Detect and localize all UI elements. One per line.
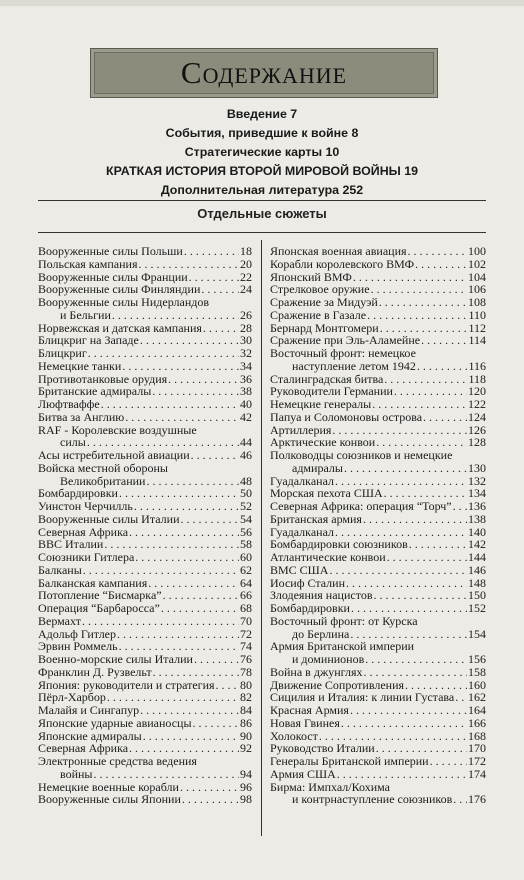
toc-leader-dots [365, 653, 467, 666]
toc-entry-page: 122 [468, 397, 486, 411]
toc-entry-title: Бомбардировки [270, 601, 350, 615]
toc-leader-dots [119, 487, 239, 500]
page-title: Содержание [180, 55, 348, 90]
toc-entry-title-line: Бирма: Импхал/Кохима [270, 779, 390, 794]
toc-entry[interactable] [38, 551, 252, 564]
toc-leader-dots [117, 628, 239, 641]
toc-leader-dots [125, 411, 239, 424]
toc-entry-title-line: Войска местной обороны [38, 460, 168, 475]
toc-entry-page: 94 [240, 766, 252, 781]
toc-leader-dots [203, 322, 239, 335]
toc-entry-page: 120 [468, 384, 486, 399]
toc-entry-page: 166 [468, 715, 486, 730]
toc-entry-title: Асы истребительной авиации [38, 448, 190, 462]
toc-entry-title: Адольф Гитлер [38, 626, 117, 641]
toc-entry-page: 114 [468, 333, 486, 348]
toc-entry-title: Немецкие военные корабли [38, 779, 179, 794]
toc-leader-dots [372, 398, 467, 411]
toc-entry-title: Вооруженные силы Италии [38, 511, 180, 526]
toc-entry-title: Бомбардировки союзников [270, 537, 408, 552]
main-contents-list [40, 105, 484, 200]
toc-entry-title: Пёрл-Харбор [38, 690, 106, 705]
toc-entry-page: 48 [240, 473, 252, 488]
toc-entry[interactable] [38, 258, 252, 271]
toc-leader-dots [94, 768, 240, 781]
toc-entry-page: 78 [240, 664, 252, 679]
toc-entry[interactable] [270, 755, 486, 768]
main-entry-strategic-maps[interactable]: Стратегические карты 10 [184, 145, 340, 159]
toc-entry-page: 154 [468, 626, 486, 641]
toc-entry[interactable] [38, 564, 252, 577]
toc-leader-dots [161, 602, 239, 615]
toc-entry[interactable] [38, 411, 252, 424]
toc-entry-page: 64 [240, 575, 252, 590]
main-entry-prewar-events[interactable]: События, приведшие к войне 8 [165, 126, 359, 140]
toc-entry-page: 26 [240, 307, 252, 322]
toc-leader-dots [163, 589, 239, 602]
toc-leader-dots [453, 793, 467, 806]
toc-entry-title: Движение Сопротивления [270, 677, 405, 692]
toc-entry-page: 100 [468, 244, 486, 258]
toc-entry-page: 102 [468, 256, 486, 271]
toc-entry-title: Гуадалканал [270, 524, 334, 539]
toc-entry-page: 140 [468, 524, 486, 539]
toc-entry-title: Операция “Барбаросса” [38, 601, 160, 615]
toc-entry-page: 40 [240, 397, 252, 411]
toc-entry-title: Блицкриг [38, 346, 87, 360]
toc-entry-page: 160 [468, 677, 486, 692]
toc-entry-title: силы [60, 435, 86, 450]
toc-leader-dots [134, 500, 239, 513]
toc-entry-page: 18 [240, 244, 252, 258]
toc-entry-page: 70 [240, 613, 252, 628]
toc-leader-dots [421, 334, 467, 347]
toc-entry[interactable] [270, 704, 486, 717]
toc-entry-title: Бомбардировки [38, 486, 118, 501]
toc-leader-dots [430, 755, 467, 768]
toc-entry-title: Сицилия и Италия: к линии Густава [270, 690, 455, 705]
toc-entry-page: 80 [240, 677, 252, 692]
toc-entry[interactable] [270, 347, 486, 373]
toc-entry-title: Вооруженные силы Польши [38, 244, 183, 258]
toc-entry-title: Сражение при Эль-Аламейне [270, 333, 421, 348]
toc-entry-title-line: Вооруженные силы Нидерландов [38, 295, 210, 309]
topics-left-column [38, 245, 252, 806]
toc-entry-title-line: Армия Британской империи [270, 639, 415, 654]
toc-leader-dots [148, 577, 239, 590]
toc-entry[interactable] [270, 411, 486, 424]
toc-entry[interactable] [38, 793, 252, 806]
toc-entry-title: Бернард Монтгомери [270, 320, 379, 335]
toc-entry-title-line: RAF - Королевские воздушные [38, 422, 197, 437]
toc-entry-title: Балканская кампания [38, 575, 148, 590]
toc-leader-dots [153, 666, 239, 679]
toc-entry-page: 146 [468, 562, 486, 577]
toc-leader-dots [83, 564, 239, 577]
toc-leader-dots [122, 360, 239, 373]
toc-entry-page: 118 [468, 371, 486, 386]
main-entry-further-reading[interactable]: Дополнительная литература 252 [160, 183, 364, 197]
toc-entry-page: 72 [240, 626, 252, 641]
toc-entry-title: Франклин Д. Рузвельт [38, 664, 152, 679]
toc-entry-title: наступление летом 1942 [292, 358, 416, 373]
toc-entry-title: Атлантические конвои [270, 550, 386, 564]
toc-entry-title: Норвежская и датская кампания [38, 320, 202, 335]
toc-leader-dots [181, 513, 240, 526]
toc-entry-page: 144 [468, 550, 486, 564]
toc-entry-page: 60 [240, 550, 252, 564]
toc-leader-dots [455, 691, 467, 704]
toc-entry-title: Британские адмиралы [38, 384, 152, 399]
toc-entry-page: 96 [240, 779, 252, 794]
toc-entry-page: 56 [240, 524, 252, 539]
toc-leader-dots [350, 704, 467, 717]
toc-entry-title: Военно-морские силы Италии [38, 652, 193, 666]
toc-entry[interactable] [270, 551, 486, 564]
toc-entry-title: Армия США [270, 766, 336, 781]
toc-entry-page: 90 [240, 728, 252, 743]
toc-entry-title: Арктические конвои [270, 435, 376, 450]
toc-entry[interactable] [270, 296, 486, 309]
toc-entry-page: 36 [240, 371, 252, 386]
toc-entry-title: Артиллерия [270, 422, 332, 437]
toc-leader-dots [180, 781, 239, 794]
toc-entry-title: Северная Африка [38, 741, 129, 756]
toc-entry-title-line: Восточный фронт: немецкое [270, 346, 416, 360]
toc-leader-dots [138, 258, 239, 271]
toc-entry-page: 132 [468, 473, 486, 488]
toc-entry-page: 138 [468, 511, 486, 526]
toc-leader-dots [351, 602, 467, 615]
toc-entry-page: 152 [468, 601, 486, 615]
toc-entry-page: 28 [240, 320, 252, 335]
toc-entry-title: Сражение за Мидуэй [270, 295, 378, 309]
toc-entry-title: Иосиф Сталин [270, 575, 345, 590]
toc-entry-title: Сталинградская битва [270, 371, 384, 386]
toc-entry-page: 50 [240, 486, 252, 501]
toc-entry-title: Немецкие танки [38, 358, 122, 373]
toc-leader-dots [384, 373, 467, 386]
toc-leader-dots [216, 679, 239, 692]
toc-entry-page: 74 [240, 639, 252, 654]
toc-entry[interactable] [270, 781, 486, 807]
toc-entry[interactable] [270, 449, 486, 475]
toc-entry[interactable] [270, 666, 486, 679]
toc-entry-title: Союзники Гитлера [38, 550, 135, 564]
toc-entry-page: 92 [240, 741, 252, 756]
toc-entry-page: 112 [468, 320, 486, 335]
toc-leader-dots [182, 793, 239, 806]
toc-entry-title: Корабли королевского ВМФ [270, 256, 415, 271]
toc-entry-page: 116 [468, 358, 486, 373]
toc-entry-page: 172 [468, 754, 486, 768]
toc-entry-page: 108 [468, 295, 486, 309]
toc-leader-dots [82, 615, 239, 628]
toc-leader-dots [337, 768, 467, 781]
toc-entry[interactable] [38, 296, 252, 322]
toc-entry-page: 44 [240, 435, 252, 450]
toc-entry-page: 42 [240, 409, 252, 424]
page-top-edge [0, 0, 524, 6]
toc-leader-dots [140, 334, 239, 347]
toc-entry-page: 130 [468, 460, 486, 475]
toc-leader-dots [453, 500, 467, 513]
toc-leader-dots [152, 385, 239, 398]
column-divider [261, 240, 262, 836]
toc-leader-dots [193, 717, 239, 730]
toc-entry[interactable] [38, 513, 252, 526]
main-entry-short-history[interactable]: КРАТКАЯ ИСТОРИЯ ВТОРОЙ МИРОВОЙ ВОЙНЫ 19 [106, 164, 418, 178]
toc-leader-dots [344, 462, 467, 475]
toc-entry[interactable] [38, 755, 252, 781]
toc-entry-page: 136 [468, 499, 486, 513]
toc-entry[interactable] [38, 615, 252, 628]
toc-entry-page: 84 [240, 703, 252, 717]
toc-entry-title: Вермахт [38, 613, 81, 628]
toc-entry-title: Уинстон Черчилль [38, 499, 133, 513]
toc-entry-page: 58 [240, 537, 252, 552]
toc-entry[interactable] [270, 309, 486, 322]
toc-entry-title: Эрвин Роммель [38, 639, 118, 654]
toc-entry[interactable] [38, 462, 252, 488]
toc-entry-page: 104 [468, 269, 486, 284]
toc-entry-page: 158 [468, 664, 486, 679]
toc-entry[interactable] [270, 500, 486, 513]
toc-entry-title: Битва за Англию [38, 409, 125, 424]
toc-leader-dots [135, 551, 239, 564]
toc-leader-dots [423, 411, 467, 424]
toc-leader-dots [112, 309, 239, 322]
toc-entry-page: 82 [240, 690, 252, 705]
toc-leader-dots [329, 564, 467, 577]
toc-entry-title: Гуадалканал [270, 473, 334, 488]
toc-leader-dots [143, 730, 239, 743]
toc-entry[interactable] [38, 347, 252, 360]
toc-entry-title: и доминионов [292, 652, 365, 666]
contents-title-plate [90, 48, 438, 98]
toc-entry[interactable] [38, 360, 252, 373]
toc-entry-title: Противотанковые орудия [38, 371, 168, 386]
toc-entry-page: 76 [240, 652, 252, 666]
toc-leader-dots [353, 271, 467, 284]
toc-entry-title: войны [60, 766, 93, 781]
toc-leader-dots [417, 360, 468, 373]
section-divider-top [38, 200, 486, 201]
toc-entry-title: Холокост [270, 728, 318, 743]
toc-entry[interactable] [38, 245, 252, 258]
toc-entry-page: 174 [468, 766, 486, 781]
toc-entry-page: 110 [468, 307, 486, 322]
toc-entry-page: 46 [240, 448, 252, 462]
toc-entry-page: 128 [468, 435, 486, 450]
toc-entry-page: 30 [240, 333, 252, 348]
toc-entry-page: 164 [468, 703, 486, 717]
toc-leader-dots [367, 309, 467, 322]
toc-entry-title: Стрелковое оружие [270, 282, 370, 297]
toc-entry-title: Злодеяния нацистов [270, 588, 373, 603]
toc-entry-page: 134 [468, 486, 486, 501]
toc-entry-title: Вооруженные силы Франции [38, 269, 188, 284]
toc-entry-title-line: Восточный фронт: от Курска [270, 613, 418, 628]
toc-entry-page: 32 [240, 346, 252, 360]
toc-entry[interactable] [38, 717, 252, 730]
toc-entry-page: 52 [240, 499, 252, 513]
toc-entry[interactable] [270, 615, 486, 641]
toc-entry-title: Блицкриг на Западе [38, 333, 139, 348]
toc-entry-title: и Бельгии [60, 307, 111, 322]
toc-leader-dots [184, 245, 239, 258]
toc-leader-dots [409, 538, 467, 551]
toc-entry-page: 98 [240, 792, 252, 807]
toc-entry-title: Северная Африка [38, 524, 129, 539]
toc-entry[interactable] [270, 513, 486, 526]
toc-entry-title: Северная Африка: операция “Торч” [270, 499, 452, 513]
section-divider-bottom [38, 232, 486, 233]
toc-entry[interactable] [38, 500, 252, 513]
toc-entry-title: ВВС Италии [38, 537, 104, 552]
toc-entry-title-line: Электронные средства ведения [38, 754, 197, 768]
toc-entry[interactable] [270, 245, 486, 258]
toc-entry-page: 24 [240, 282, 252, 297]
toc-leader-dots [194, 653, 239, 666]
toc-entry-page: 124 [468, 409, 486, 424]
toc-entry-page: 170 [468, 741, 486, 756]
toc-entry-page: 86 [240, 715, 252, 730]
toc-entry-page: 156 [468, 652, 486, 666]
toc-entry-title: Великобритании [60, 473, 146, 488]
toc-entry[interactable] [270, 398, 486, 411]
toc-entry-title: Японские адмиралы [38, 728, 142, 743]
toc-leader-dots [88, 347, 239, 360]
toc-entry-title: адмиралы [292, 460, 343, 475]
toc-entry[interactable] [270, 717, 486, 730]
toc-entry[interactable] [270, 768, 486, 781]
toc-entry-title: Японские ударные авианосцы [38, 715, 192, 730]
toc-entry-title: Япония: руководители и стратегия [38, 677, 215, 692]
toc-entry-page: 168 [468, 728, 486, 743]
toc-leader-dots [371, 283, 467, 296]
toc-entry-title: Малайя и Сингапур [38, 703, 140, 717]
toc-leader-dots [387, 551, 467, 564]
toc-entry-title: до Берлина [292, 626, 350, 641]
toc-leader-dots [408, 245, 467, 258]
toc-entry[interactable] [270, 258, 486, 271]
toc-entry[interactable] [38, 653, 252, 666]
topics-right-column [270, 245, 486, 806]
toc-leader-dots [415, 258, 467, 271]
toc-entry[interactable] [38, 398, 252, 411]
toc-entry-title: ВМС США [270, 562, 329, 577]
toc-entry[interactable] [270, 602, 486, 615]
toc-entry-title: Новая Гвинея [270, 715, 340, 730]
toc-entry-page: 142 [468, 537, 486, 552]
toc-entry-title: Балканы [38, 562, 82, 577]
toc-leader-dots [129, 526, 239, 539]
toc-entry-page: 126 [468, 422, 486, 437]
toc-entry-title: Генералы Британской империи [270, 754, 429, 768]
toc-leader-dots [373, 589, 467, 602]
toc-entry-title: Морская пехота США [270, 486, 383, 501]
toc-entry-title: Вооруженные силы Японии [38, 792, 181, 807]
toc-entry-title: Люфтваффе [38, 397, 100, 411]
toc-entry[interactable] [38, 602, 252, 615]
toc-entry-title: Война в джунглях [270, 664, 363, 679]
toc-entry-title: Польская кампания [38, 256, 138, 271]
toc-leader-dots [363, 666, 467, 679]
toc-entry-title: Вооруженные силы Финляндии [38, 282, 201, 297]
toc-entry-page: 150 [468, 588, 486, 603]
toc-entry-title: Сражение в Газале [270, 307, 367, 322]
toc-entry-page: 162 [468, 690, 486, 705]
toc-entry-page: 68 [240, 601, 252, 615]
toc-leader-dots [341, 717, 467, 730]
toc-entry[interactable] [38, 449, 252, 462]
toc-entry[interactable] [270, 564, 486, 577]
toc-leader-dots [146, 475, 239, 488]
toc-entry-title: Британская армия [270, 511, 362, 526]
toc-entry-title: Руководители Германии [270, 384, 393, 399]
toc-entry-title: Японский ВМФ [270, 269, 352, 284]
toc-entry-page: 34 [240, 358, 252, 373]
toc-leader-dots [363, 513, 467, 526]
toc-entry-title: Красная Армия [270, 703, 349, 717]
toc-entry[interactable] [38, 666, 252, 679]
toc-entry-title: Японская военная авиация [270, 244, 407, 258]
toc-entry-title-line: Полководцы союзников и немецкие [270, 448, 453, 462]
toc-entry-page: 66 [240, 588, 252, 603]
toc-entry[interactable] [38, 704, 252, 717]
toc-leader-dots [394, 385, 467, 398]
main-entry-introduction[interactable]: Введение 7 [226, 107, 298, 121]
toc-entry[interactable] [38, 424, 252, 450]
toc-entry-title: Папуа и Соломоновы острова [270, 409, 423, 424]
toc-entry-page: 20 [240, 256, 252, 271]
section-title: Отдельные сюжеты [197, 206, 327, 221]
toc-entry-page: 62 [240, 562, 252, 577]
toc-entry-title: Потопление “Бисмарка” [38, 588, 162, 603]
toc-entry-title: Руководство Италии [270, 741, 375, 756]
toc-entry-page: 176 [468, 792, 486, 807]
toc-leader-dots [168, 373, 239, 386]
toc-entry[interactable] [270, 640, 486, 666]
toc-entry-page: 54 [240, 511, 252, 526]
toc-entry-page: 106 [468, 282, 486, 297]
toc-entry-page: 148 [468, 575, 486, 590]
toc-entry-title: Немецкие генералы [270, 397, 372, 411]
toc-leader-dots [101, 398, 239, 411]
toc-leader-dots [140, 704, 239, 717]
toc-leader-dots [191, 449, 239, 462]
toc-entry-page: 38 [240, 384, 252, 399]
toc-entry-title: и контрнаступление союзников [292, 792, 453, 807]
toc-leader-dots [379, 296, 467, 309]
toc-entry-page: 22 [240, 269, 252, 284]
